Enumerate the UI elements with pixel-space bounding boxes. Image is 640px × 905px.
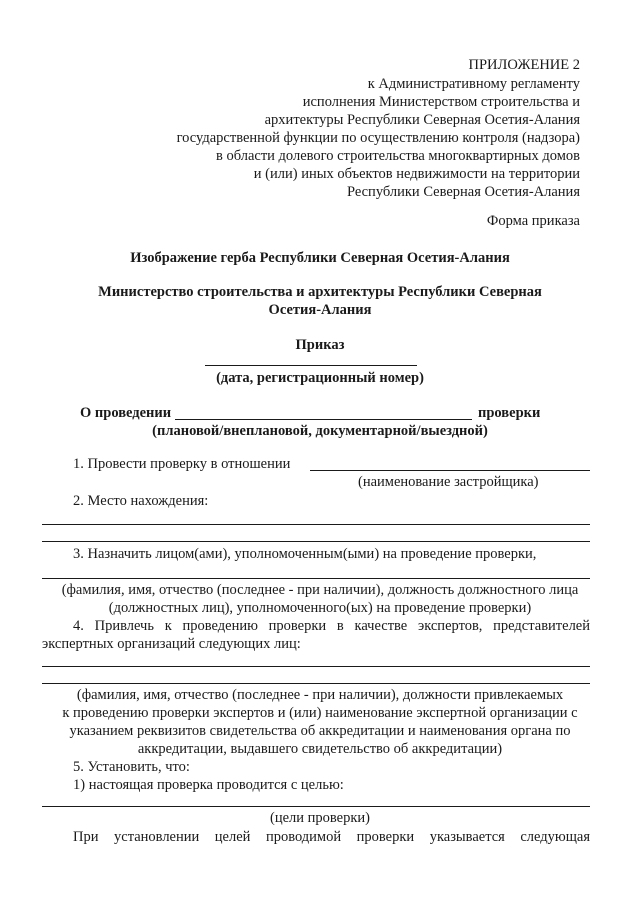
item-3-hint: (должностных лиц), уполномоченного(ых) на проведение проверки): [108, 600, 532, 616]
experts-line-2: [42, 683, 590, 684]
subject-hint: (плановой/внеплановой, документарной/выездной): [152, 423, 488, 439]
form-label: Форма приказа: [486, 213, 580, 229]
item-4-hint: аккредитации, выдавшего свидетельство об аккредитации): [137, 741, 503, 757]
item-4: 4. Привлечь к проведению проверки в качестве экспертов, представителей: [73, 618, 590, 634]
location-line-1: [42, 524, 590, 525]
appendix-line: государственной функции по осуществлению контроля (надзора): [176, 130, 580, 146]
goals-line: [42, 806, 590, 807]
item-5-note: При установлении целей проводимой проверки указывается следующая: [73, 829, 590, 845]
order-title: Приказ: [295, 337, 345, 353]
ministry-name: Министерство строительства и архитектуры Республики Северная: [98, 284, 542, 300]
item-5-1: 1) настоящая проверка проводится с целью:: [73, 777, 344, 793]
inspector-line: [42, 578, 590, 579]
item-4-hint: указанием реквизитов свидетельства об аккредитации и наименования органа по: [69, 723, 571, 739]
item-4-cont: экспертных организаций следующих лиц:: [42, 636, 301, 652]
appendix-line: Республики Северная Осетия-Алания: [346, 184, 580, 200]
item-4-hint: к проведению проверки экспертов и (или) наименование экспертной организации с: [62, 705, 578, 721]
item-3: 3. Назначить лицом(ами), уполномоченным(ыми) на проведение проверки,: [73, 546, 537, 562]
experts-line-1: [42, 666, 590, 667]
item-1-hint: (наименование застройщика): [358, 474, 539, 490]
appendix-line: исполнения Министерством строительства и: [302, 94, 580, 110]
location-line-2: [42, 541, 590, 542]
appendix-line: и (или) иных объектов недвижимости на территории: [253, 166, 580, 182]
subject-prefix: О проведении: [80, 405, 172, 421]
item-5-1-hint: (цели проверки): [270, 810, 370, 826]
date-reg-caption: (дата, регистрационный номер): [216, 370, 424, 386]
appendix-line: в области долевого строительства многоквартирных домов: [215, 148, 580, 164]
appendix-line: к Административному регламенту: [367, 76, 580, 92]
subject-suffix: проверки: [478, 405, 541, 421]
coat-of-arms-placeholder: Изображение герба Республики Северная Осетия-Алания: [130, 250, 510, 266]
item-1: 1. Провести проверку в отношении: [73, 456, 291, 472]
item-2: 2. Место нахождения:: [73, 493, 209, 509]
ministry-name-cont: Осетия-Алания: [268, 302, 372, 318]
date-reg-line: [205, 365, 417, 366]
item-5: 5. Установить, что:: [73, 759, 190, 775]
item-4-hint: (фамилия, имя, отчество (последнее - при наличии), должности привлекаемых: [76, 687, 564, 703]
appendix-line: архитектуры Республики Северная Осетия-Алания: [264, 112, 580, 128]
developer-line: [310, 470, 590, 471]
subject-line: [175, 419, 472, 420]
appendix-title: ПРИЛОЖЕНИЕ 2: [468, 57, 580, 73]
item-3-hint: (фамилия, имя, отчество (последнее - при наличии), должность должностного лица: [61, 582, 579, 598]
